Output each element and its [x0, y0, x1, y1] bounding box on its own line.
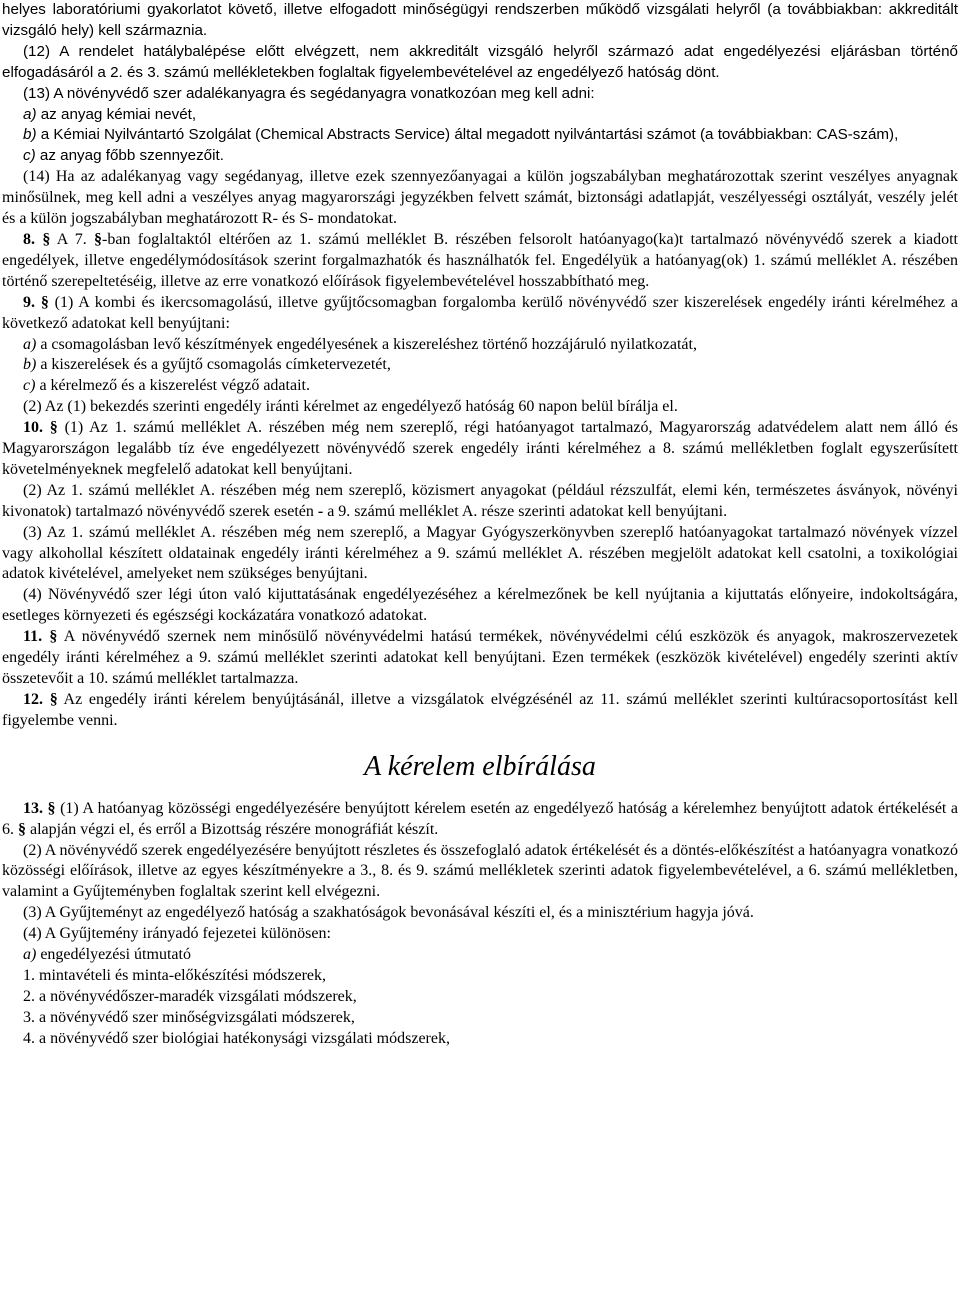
paragraph: [2, 481, 958, 523]
italic-text: c): [23, 377, 36, 395]
text-run: (3) Az 1. számú melléklet A. részében még nem szereplő, a Magyar Gyógyszerkönyvben szereplő hatóanyagokat tartalmazó növények vízzel vagy alkohollal készített oldatainak engedély iránti kérelméhez a 9. számú melléklet A. részében megjelölt adatokat kell csatolni, a toxikológiai adatok kivételével, amelyeket nem szükséges benyújtani.: [2, 523, 958, 583]
text-run: [43, 691, 50, 708]
section-heading: A kérelem elbírálása: [364, 750, 596, 782]
text-run: (4) A Gyűjtemény irányadó fejezetei különösen:: [23, 925, 331, 943]
text-run: 3. a növényvédő szer minőségvizsgálati módszerek,: [23, 1008, 355, 1026]
italic-text: c): [23, 147, 36, 165]
text-run: A 7.: [50, 230, 95, 248]
text-run: (3) A Gyűjteményt az engedélyező hatóság a szakhatóságok bevonásával készíti el, és a minisztérium hagyja jóvá.: [23, 904, 754, 922]
paragraph: [2, 230, 958, 293]
text-run: [43, 419, 50, 436]
paragraph: [2, 523, 958, 586]
text-run: 2. a növényvédőszer-maradék vizsgálati módszerek,: [23, 987, 357, 1005]
paragraph: [2, 690, 958, 732]
italic-text: a): [23, 335, 37, 353]
bold-text: 12.: [23, 690, 43, 708]
text-run: a Kémiai Nyilvántartó Szolgálat (Chemical Abstracts Service) által megadott nyilvántartási számot (a továbbiakban: CAS-szám),: [36, 126, 899, 144]
text-run: (1) A kombi és ikercsomagolású, illetve gyűjtőcsomagban forgalomba kerülő növényvédő szer kiszerelések engedély iránti kérelméhez a következő adatokat kell benyújtani:: [2, 293, 959, 332]
italic-text: b): [23, 126, 37, 144]
paragraph: [2, 125, 958, 146]
bold-text: §: [47, 799, 56, 817]
text-run: (14) Ha az adalékanyag vagy segédanyag, illetve ezek szennyezőanyagai a külön jogszabályban meghatározottak szerint veszélyes anyagnak minősülnek, meg kell adni a veszélyes anyag magyarországi jegyzékben felvett számát, biztonsági adatlapját, veszélyességi osztályát, veszély jelét és a külön jogszabályban meghatározott R- és S- mondatokat.: [2, 168, 958, 228]
paragraph: [2, 1029, 958, 1050]
paragraph: [2, 293, 958, 335]
paragraph: [2, 987, 958, 1008]
text-run: (13) A növényvédő szer adalékanyagra és segédanyagra vonatkozóan meg kell adni:: [23, 84, 595, 102]
text-run: az anyag főbb szennyezőit.: [35, 147, 224, 165]
paragraph: [2, 841, 958, 904]
paragraph: [2, 355, 958, 376]
bold-text: §: [18, 820, 26, 838]
paragraph: [2, 945, 958, 966]
text-run: A növényvédő szernek nem minősülő növényvédelmi hatású termékek, növényvédelmi célú eszközök és anyagok, makroszervezetek engedély iránti kérelméhez a 9. számú melléklet szerinti adatokat kell benyújtani. Ezen termékek (eszközök kivételével) engedély szerinti aktív összetevőit a 10. számú melléklet tartalmazza.: [2, 628, 959, 687]
bold-text: §: [94, 230, 103, 248]
paragraph: [2, 627, 958, 690]
text-run: (2) Az 1. számú melléklet A. részében még nem szereplő, közismert anyagokat (például rézszulfát, elemi kén, természetes ásványok, növényi kivonatok) tartalmazó növényvédő szerek esetén: [2, 481, 958, 520]
text-run: 4. a növényvédő szer biológiai hatékonysági vizsgálati módszerek,: [23, 1029, 450, 1047]
bold-text: 8.: [23, 230, 35, 248]
text-run: Az engedély iránti kérelem benyújtásánál, illetve a vizsgálatok elvégzésénél az 11. számú melléklet szerinti kultúracsoportosítást kell figyelembe venni.: [2, 690, 959, 729]
document-body-section-2: [2, 799, 958, 1050]
paragraph: [2, 376, 958, 397]
paragraph: [2, 84, 958, 105]
bold-text: -: [317, 502, 324, 520]
paragraph: [2, 335, 958, 356]
text-run: (12) A rendelet hatálybalépése előtt elvégzett, nem akkreditált vizsgáló helyről származó adat engedélyezési eljárásban történő elfogadásáról a 2. és 3. számú mellékletekben foglaltak figyelembevételével az engedélyező hatóság dönt.: [2, 42, 958, 81]
paragraph: [2, 42, 958, 84]
italic-text: b): [23, 356, 37, 374]
bold-text: 9.: [23, 293, 35, 311]
text-run: (1) A hatóanyag közösségi engedélyezésére benyújtott kérelem esetén az engedélyező hatóság a kérelemhez benyújtott adatok értékelését a 6.: [2, 799, 959, 838]
text-run: alapján végzi el, és erről a Bizottság részére monográfiát készít.: [26, 820, 439, 838]
bold-text: §: [42, 230, 51, 248]
paragraph: [2, 903, 958, 924]
bold-text: §: [49, 419, 58, 437]
text-run: -ban foglaltaktól eltérően az 1. számú melléklet B. részében felsorolt hatóanyago(ka)t tartalmazó növényvédő szerek a kiadott engedélyek, illetve engedélymódosítások szerint forgalmazhatók és használhatók fel. Engedélyük a hatóanyag(ok) 1. számú melléklet A. részében történő szerepeltetéséig, illetve az erre vonatkozó előírások figyelembevételével hosszabbítható meg.: [2, 230, 959, 290]
document-body-section-1: [2, 0, 958, 732]
paragraph: [2, 1008, 958, 1029]
paragraph: [2, 105, 958, 126]
paragraph: [2, 585, 958, 627]
text-run: 1. mintavételi és minta-előkészítési módszerek,: [23, 966, 327, 984]
paragraph: [2, 418, 958, 481]
text-run: a 9. számú melléklet A. része szerinti adatokat kell benyújtani.: [323, 502, 728, 520]
paragraph: [2, 0, 958, 42]
italic-text: a): [23, 105, 37, 123]
paragraph: [2, 397, 958, 418]
bold-text: §: [49, 628, 58, 646]
text-run: a kérelmező és a kiszerelést végző adatait.: [35, 377, 310, 395]
italic-text: a): [23, 946, 37, 964]
bold-text: §: [40, 293, 49, 311]
bold-text: 11.: [23, 628, 43, 646]
bold-text: §: [49, 690, 58, 708]
bold-text: 10.: [23, 419, 43, 437]
text-run: (1) Az 1. számú melléklet A. részében még nem szereplő, régi hatóanyagot tartalmazó, Magyarország adatvédelem alatt nem álló és Magyarországon legalább tíz éve engedélyezett növényvédő szerek engedély iránti kérelméhez a 8. számú mellékletben foglalt egyszerűsített követelményeknek megfelelő adatokat kell benyújtani.: [2, 419, 959, 478]
text-run: a kiszerelések és a gyűjtő csomagolás címketervezetét,: [36, 356, 391, 374]
paragraph: [2, 167, 958, 230]
paragraph: [2, 966, 958, 987]
text-run: (4) Növényvédő szer légi úton való kijuttatásának engedélyezéséhez a kérelmezőnek be kell nyújtania a kijuttatás előnyeire, indokoltságára, esetleges környezeti és egészségi kockázatára vonatkozó adatokat.: [2, 586, 958, 625]
text-run: az anyag kémiai nevét,: [36, 105, 197, 123]
text-run: helyes laboratóriumi gyakorlatot követő, illetve elfogadott minőségügyi rendszerben működő vizsgálati helyről (a továbbiakban: akkreditált vizsgáló hely) kell származnia.: [2, 1, 958, 39]
text-run: (2) Az (1) bekezdés szerinti engedély iránti kérelmet az engedélyező hatóság 60 napon belül bírálja el.: [23, 398, 678, 416]
text-run: (2) A növényvédő szerek engedélyezésére benyújtott részletes és összefoglaló adatok értékelését és a döntés-előkészítést a hatóanyagra vonatkozó közösségi előírások, illetve az egyes készítményekre a 3., 8. és 9. számú mellékletek szerinti adatok figyelembevételével, a 6. számú mellékletben, valamint a Gyűjteményben foglaltak szerint kell elvégezni.: [2, 841, 958, 901]
paragraph: [2, 924, 958, 945]
paragraph: [2, 146, 958, 167]
text-run: a csomagolásban levő készítmények engedélyesének a kiszereléshez történő hozzájáruló nyilatkozatát,: [36, 335, 697, 353]
text-run: engedélyezési útmutató: [36, 946, 191, 964]
bold-text: 13.: [23, 799, 43, 817]
paragraph: [2, 799, 958, 841]
